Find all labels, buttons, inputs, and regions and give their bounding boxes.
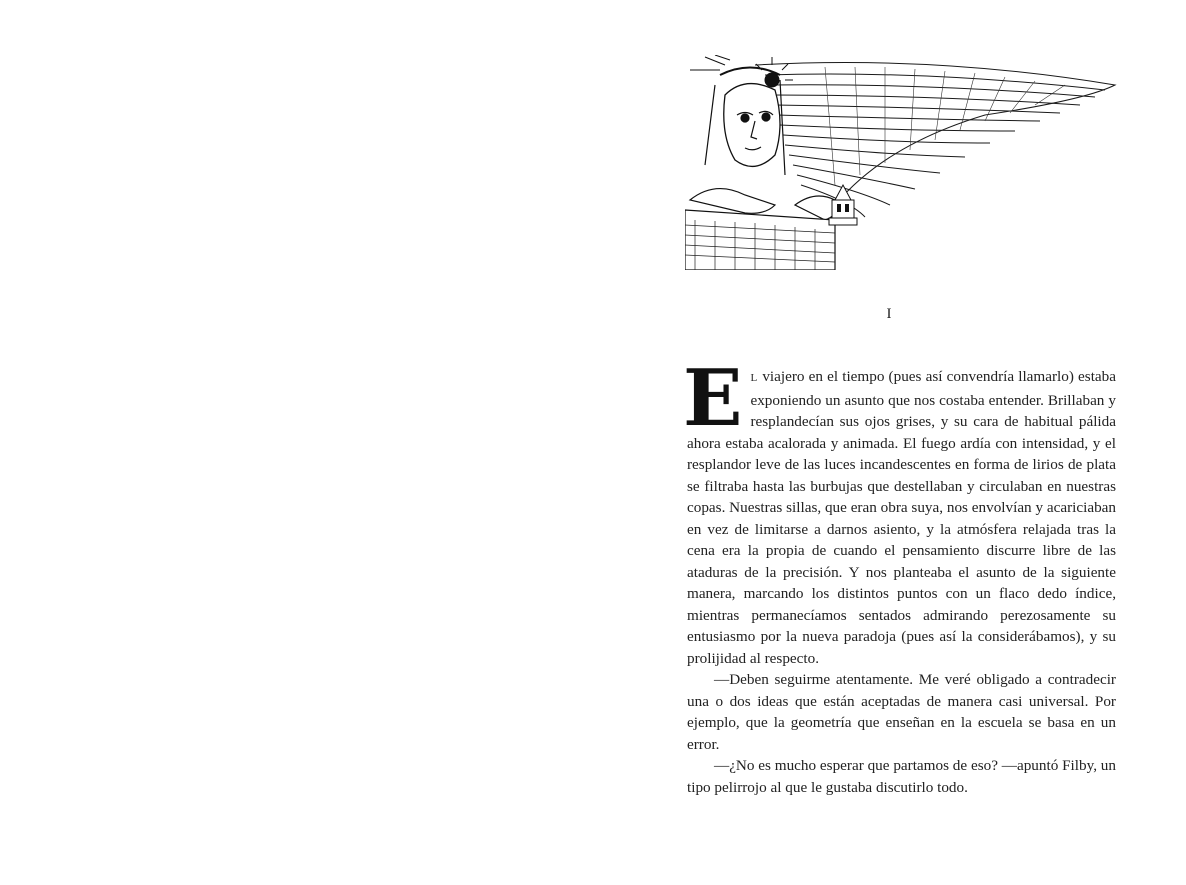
dialogue-paragraph-1: —Deben seguirme atentamente. Me veré obligado a contradecir una o dos ideas que están aceptadas de manera casi universal. Por ejemplo, que la geometría que enseñan en la escuela se basa en un error. [687,671,1116,753]
right-page [593,0,1186,885]
drop-cap-letter: E [683,353,743,444]
chapter-number: I [886,306,893,322]
opening-paragraph [683,353,1116,669]
dialogue-paragraph-2: —¿No es mucho esperar que partamos de eso? —apuntó Filby, un tipo pelirrojo al que le gustaba discutirlo todo. [687,757,1116,796]
opening-small-caps: L [750,372,759,384]
opening-paragraph-text: viajero en el tiempo (pues así convendría llamarlo) estaba exponiendo un asunto que nos costaba entender. Brillaban y resplandecían sus ojos grises, y su cara de habitual pálida ahora estaba acalorada y animada. El fuego ardía con intensidad, y el resplandor leve de las luces incandescentes en forma de lirios de plata se filtraba hasta las burbujas que destellaban y circulaban en nuestras copas. Nuestras sillas, que eran obra suya, nos envolvían y acariciaban en vez de limitarse a darnos asiento, y la atmósfera relajada tras la cena era la propia de cuando el pensamiento discurre libre de las ataduras de la precisión. Y nos planteaba el asunto de la siguiente manera, marcando los distintos puntos con un flaco dedo índice, mientras permanecíamos sentados admirando perezosamente su entusiasmo por la nueva paradoja (pues así la considerábamos), y su prolijidad al respecto. [687,368,1116,667]
chapter-body-text [683,353,1116,798]
chapter-illustration-winged-figure [685,55,1117,270]
